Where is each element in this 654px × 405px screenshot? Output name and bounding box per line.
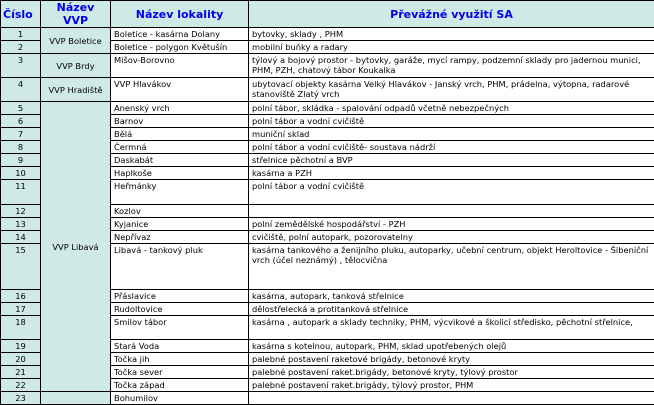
locality-name: Kyjanice	[111, 218, 249, 231]
locality-use: palebné postavení raket.brigády, betonové kryty, týlový prostor	[249, 366, 654, 379]
locality-name: Barnov	[111, 115, 249, 128]
row-number: 6	[1, 115, 41, 128]
locality-name: Bohumilov	[111, 392, 249, 405]
row-number: 8	[1, 141, 41, 154]
locality-use: palebné postavení raketové brigády, betonové kryty	[249, 353, 654, 366]
locality-name: VVP Hlavákov	[111, 78, 249, 102]
locality-use: polní tábor a vodní cvičiště- soustava nádrží	[249, 141, 654, 154]
table-row	[1, 54, 654, 78]
locality-name: Stará Voda	[111, 340, 249, 353]
row-number: 16	[1, 290, 41, 303]
vvp-group-libava: VVP Libavá	[41, 102, 111, 392]
locality-use: kasárna tankového a ženijního pluku, autoparky, učební centrum, objekt Heroltovice - Šibeniční vrch (účel neznámý) , tělocvična	[249, 244, 654, 290]
row-number: 14	[1, 231, 41, 244]
locality-use: kasárna s kotelnou, autopark, PHM, sklad upotřebených olejů	[249, 340, 654, 353]
row-number: 17	[1, 303, 41, 316]
locality-name: Nepřívaz	[111, 231, 249, 244]
locality-use	[249, 392, 654, 405]
locality-name: Boletice - polygon Květušín	[111, 41, 249, 54]
locality-name: Mišov-Borovno	[111, 54, 249, 78]
row-number: 5	[1, 102, 41, 115]
locality-name: Boletice - kasárna Dolany	[111, 28, 249, 41]
vvp-group-boletice: VVP Boletice	[41, 28, 111, 54]
locality-use: palebné postavení raket.brigády, týlový prostor, PHM	[249, 379, 654, 392]
row-number: 12	[1, 205, 41, 218]
locality-name: Haplkoše	[111, 167, 249, 180]
vvp-group-empty	[41, 392, 111, 405]
row-number: 10	[1, 167, 41, 180]
locality-use	[249, 205, 654, 218]
header-cislo: Číslo	[1, 1, 41, 28]
locality-use: kasárna , autopark a sklady techniky, PHM, výcvikové a školicí středisko, pěchotní střelnice,	[249, 316, 654, 340]
locality-use: kasárna a PZH	[249, 167, 654, 180]
row-number: 7	[1, 128, 41, 141]
locality-use: týlový a bojový prostor - bytovky, garáže, mycí rampy, podzemní sklady pro jadernou munici, PHM, PZH, chatový tábor Koukalka	[249, 54, 654, 78]
table-row	[1, 28, 654, 41]
locality-use: kasárna, autopark, tanková střelnice	[249, 290, 654, 303]
locality-use: bytovky, sklady , PHM	[249, 28, 654, 41]
locality-use: polní tábor a vodní cvičiště	[249, 180, 654, 205]
locality-use: střelnice pěchotní a BVP	[249, 154, 654, 167]
row-number: 1	[1, 28, 41, 41]
table-row	[1, 78, 654, 102]
locality-name: Točka jih	[111, 353, 249, 366]
row-number: 11	[1, 180, 41, 205]
header-vyuziti: Převážné využití SA	[249, 1, 654, 28]
table-row	[1, 392, 654, 405]
locality-use: polní zemědělské hospodářství - PZH	[249, 218, 654, 231]
locality-name: Daskabát	[111, 154, 249, 167]
locality-name: Libavá - tankový pluk	[111, 244, 249, 290]
locality-name: Anenský vrch	[111, 102, 249, 115]
row-number: 4	[1, 78, 41, 102]
row-number: 13	[1, 218, 41, 231]
locality-name: Kozlov	[111, 205, 249, 218]
locality-use: muniční sklad	[249, 128, 654, 141]
vvp-group-brdy: VVP Brdy	[41, 54, 111, 78]
row-number: 15	[1, 244, 41, 290]
locality-name: Bělá	[111, 128, 249, 141]
row-number: 21	[1, 366, 41, 379]
locality-name: Čermná	[111, 141, 249, 154]
locality-name: Rudoltovice	[111, 303, 249, 316]
row-number: 9	[1, 154, 41, 167]
row-number: 2	[1, 41, 41, 54]
locality-use: polní tábor a vodní cvičiště	[249, 115, 654, 128]
row-number: 18	[1, 316, 41, 340]
locality-use: cvičiště, polní autopark, pozorovatelny	[249, 231, 654, 244]
locality-name: Točka západ	[111, 379, 249, 392]
row-number: 3	[1, 54, 41, 78]
row-number: 22	[1, 379, 41, 392]
locality-name: Smilov tábor	[111, 316, 249, 340]
locality-use: mobilní buňky a radary	[249, 41, 654, 54]
header-row	[1, 1, 654, 28]
vvp-group-hradiste: VVP Hradiště	[41, 78, 111, 102]
locality-use: dělostřelecká a protitanková střelnice	[249, 303, 654, 316]
locality-name: Točka sever	[111, 366, 249, 379]
row-number: 19	[1, 340, 41, 353]
row-number: 20	[1, 353, 41, 366]
locality-use: polní tábor, skládka - spalování odpadů včetně nebezpečných	[249, 102, 654, 115]
header-vvp: Název VVP	[41, 1, 111, 28]
locality-use: ubytovací objekty kasárna Velký Hlavákov - Janský vrch, PHM, prádelna, výtopna, radarové stanoviště Zlatý vrch	[249, 78, 654, 102]
header-lokalita: Název lokality	[111, 1, 249, 28]
row-number: 23	[1, 392, 41, 405]
locality-name: Přáslavice	[111, 290, 249, 303]
locality-name: Heřmánky	[111, 180, 249, 205]
table-row	[1, 102, 654, 115]
